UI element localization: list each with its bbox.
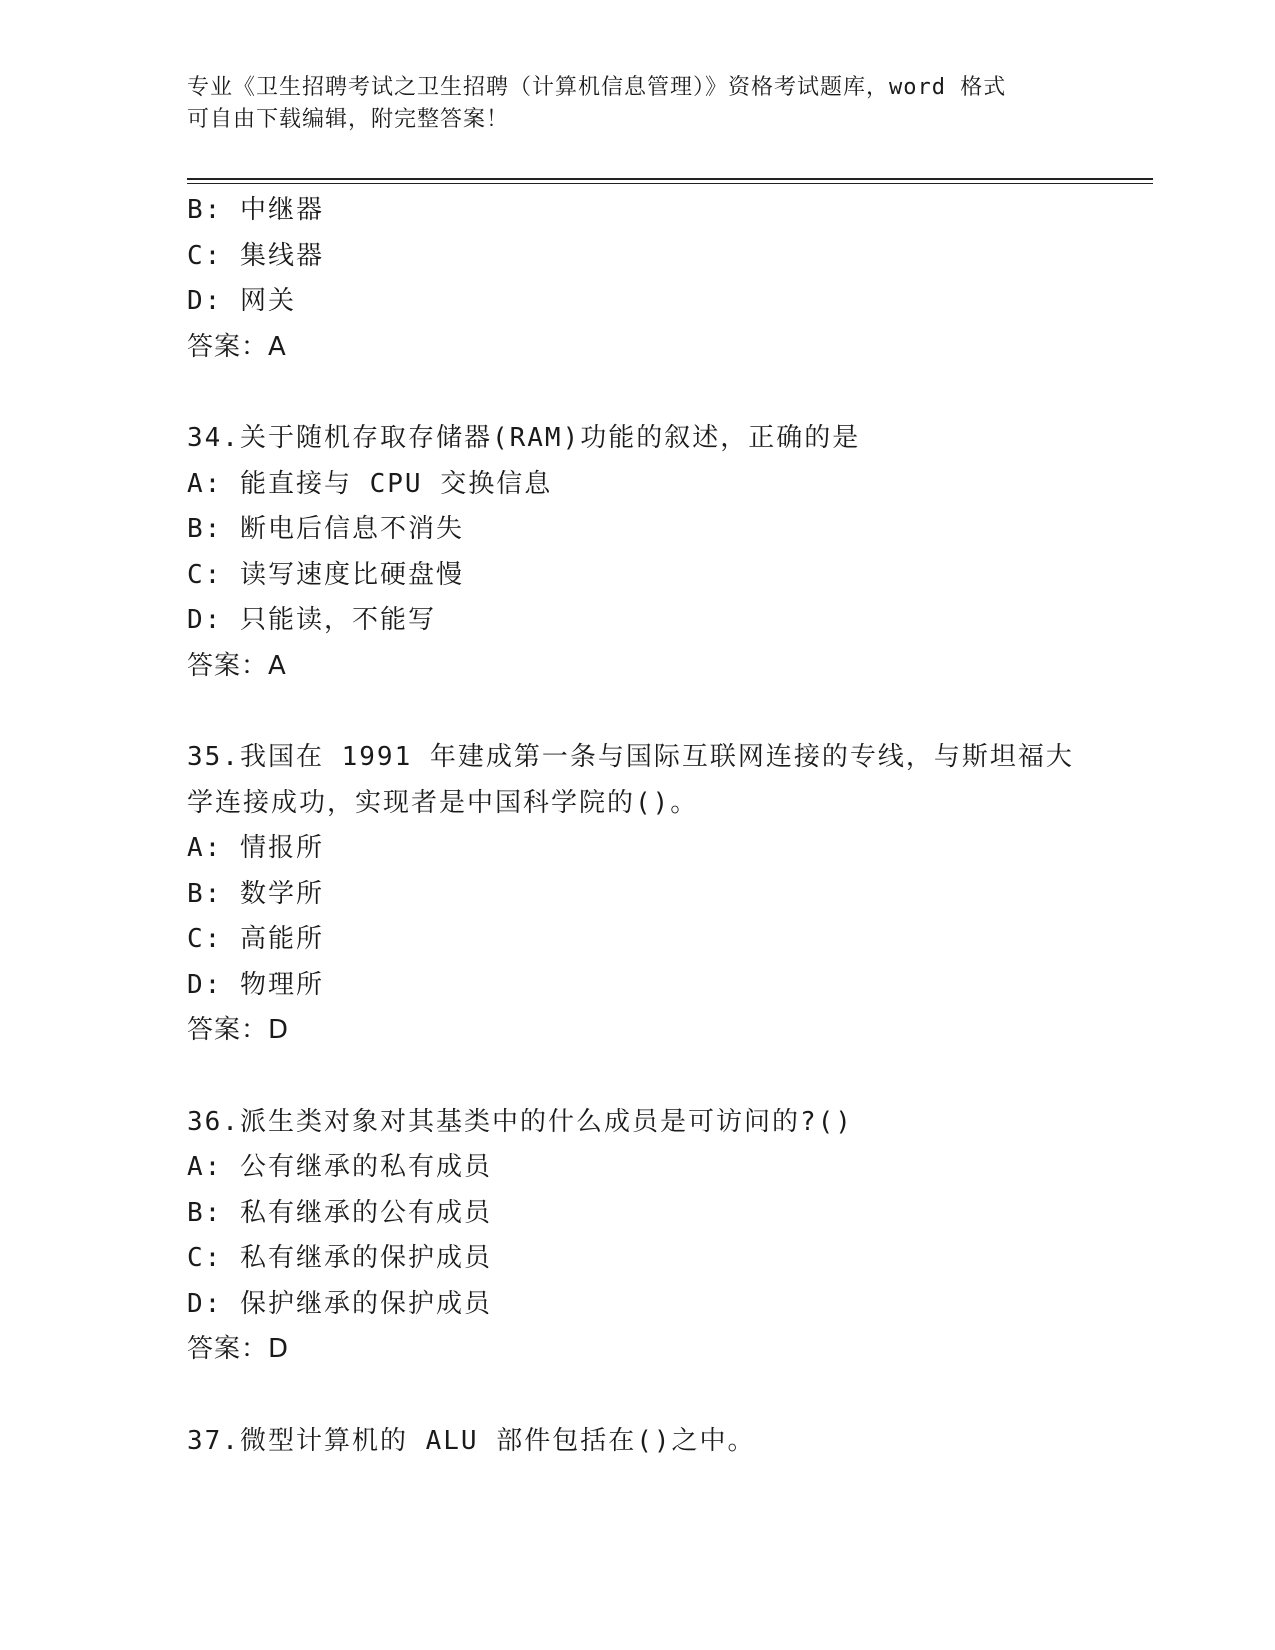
question-35 xyxy=(187,735,1087,1054)
question-stem: 34.关于随机存取存储器(RAM)功能的叙述，正确的是 xyxy=(187,423,861,453)
option-c: C: 集线器 xyxy=(187,240,324,271)
option-a: A: 情报所 xyxy=(187,833,324,863)
option-a: A: 能直接与 CPU 交换信息 xyxy=(187,468,553,499)
question-33-continued xyxy=(187,188,1087,370)
answer-line: 答案：D xyxy=(187,1015,290,1045)
option-d: D: 网关 xyxy=(187,286,296,316)
option-b: B: 断电后信息不消失 xyxy=(187,514,464,544)
option-d: D: 只能读，不能写 xyxy=(187,605,436,635)
option-b: B: 数学所 xyxy=(187,878,324,909)
option-b: B: 私有继承的公有成员 xyxy=(187,1197,492,1228)
option-c: C: 高能所 xyxy=(187,924,324,954)
option-c: C: 私有继承的保护成员 xyxy=(187,1243,492,1273)
option-b: B: 中继器 xyxy=(187,195,324,225)
option-d: D: 物理所 xyxy=(187,969,324,1000)
option-d: D: 保护继承的保护成员 xyxy=(187,1288,492,1319)
question-36 xyxy=(187,1100,1087,1373)
option-c: C: 读写速度比硬盘慢 xyxy=(187,559,464,590)
header-rule-thick xyxy=(187,178,1153,180)
option-a: A: 公有继承的私有成员 xyxy=(187,1152,492,1182)
header-rule-thin xyxy=(187,183,1153,184)
question-stem: 36.派生类对象对其基类中的什么成员是可访问的?() xyxy=(187,1106,853,1137)
answer-line: 答案：A xyxy=(187,650,287,681)
document-header xyxy=(187,72,1067,136)
question-stem: 37.微型计算机的 ALU 部件包括在()之中。 xyxy=(187,1425,756,1456)
answer-line: 答案：D xyxy=(187,1334,290,1364)
question-stem-continued: 学连接成功，实现者是中国科学院的()。 xyxy=(187,787,699,818)
question-37 xyxy=(187,1419,1087,1465)
question-stem: 35.我国在 1991 年建成第一条与国际互联网连接的专线，与斯坦福大 xyxy=(187,742,1074,772)
question-34 xyxy=(187,416,1087,689)
answer-line: 答案：A xyxy=(187,331,287,362)
header-line-2: 可自由下载编辑，附完整答案！ xyxy=(187,107,510,132)
question-list xyxy=(187,188,1087,1464)
header-line-1: 专业《卫生招聘考试之卫生招聘（计算机信息管理）》资格考试题库，word 格式 xyxy=(187,75,1007,100)
